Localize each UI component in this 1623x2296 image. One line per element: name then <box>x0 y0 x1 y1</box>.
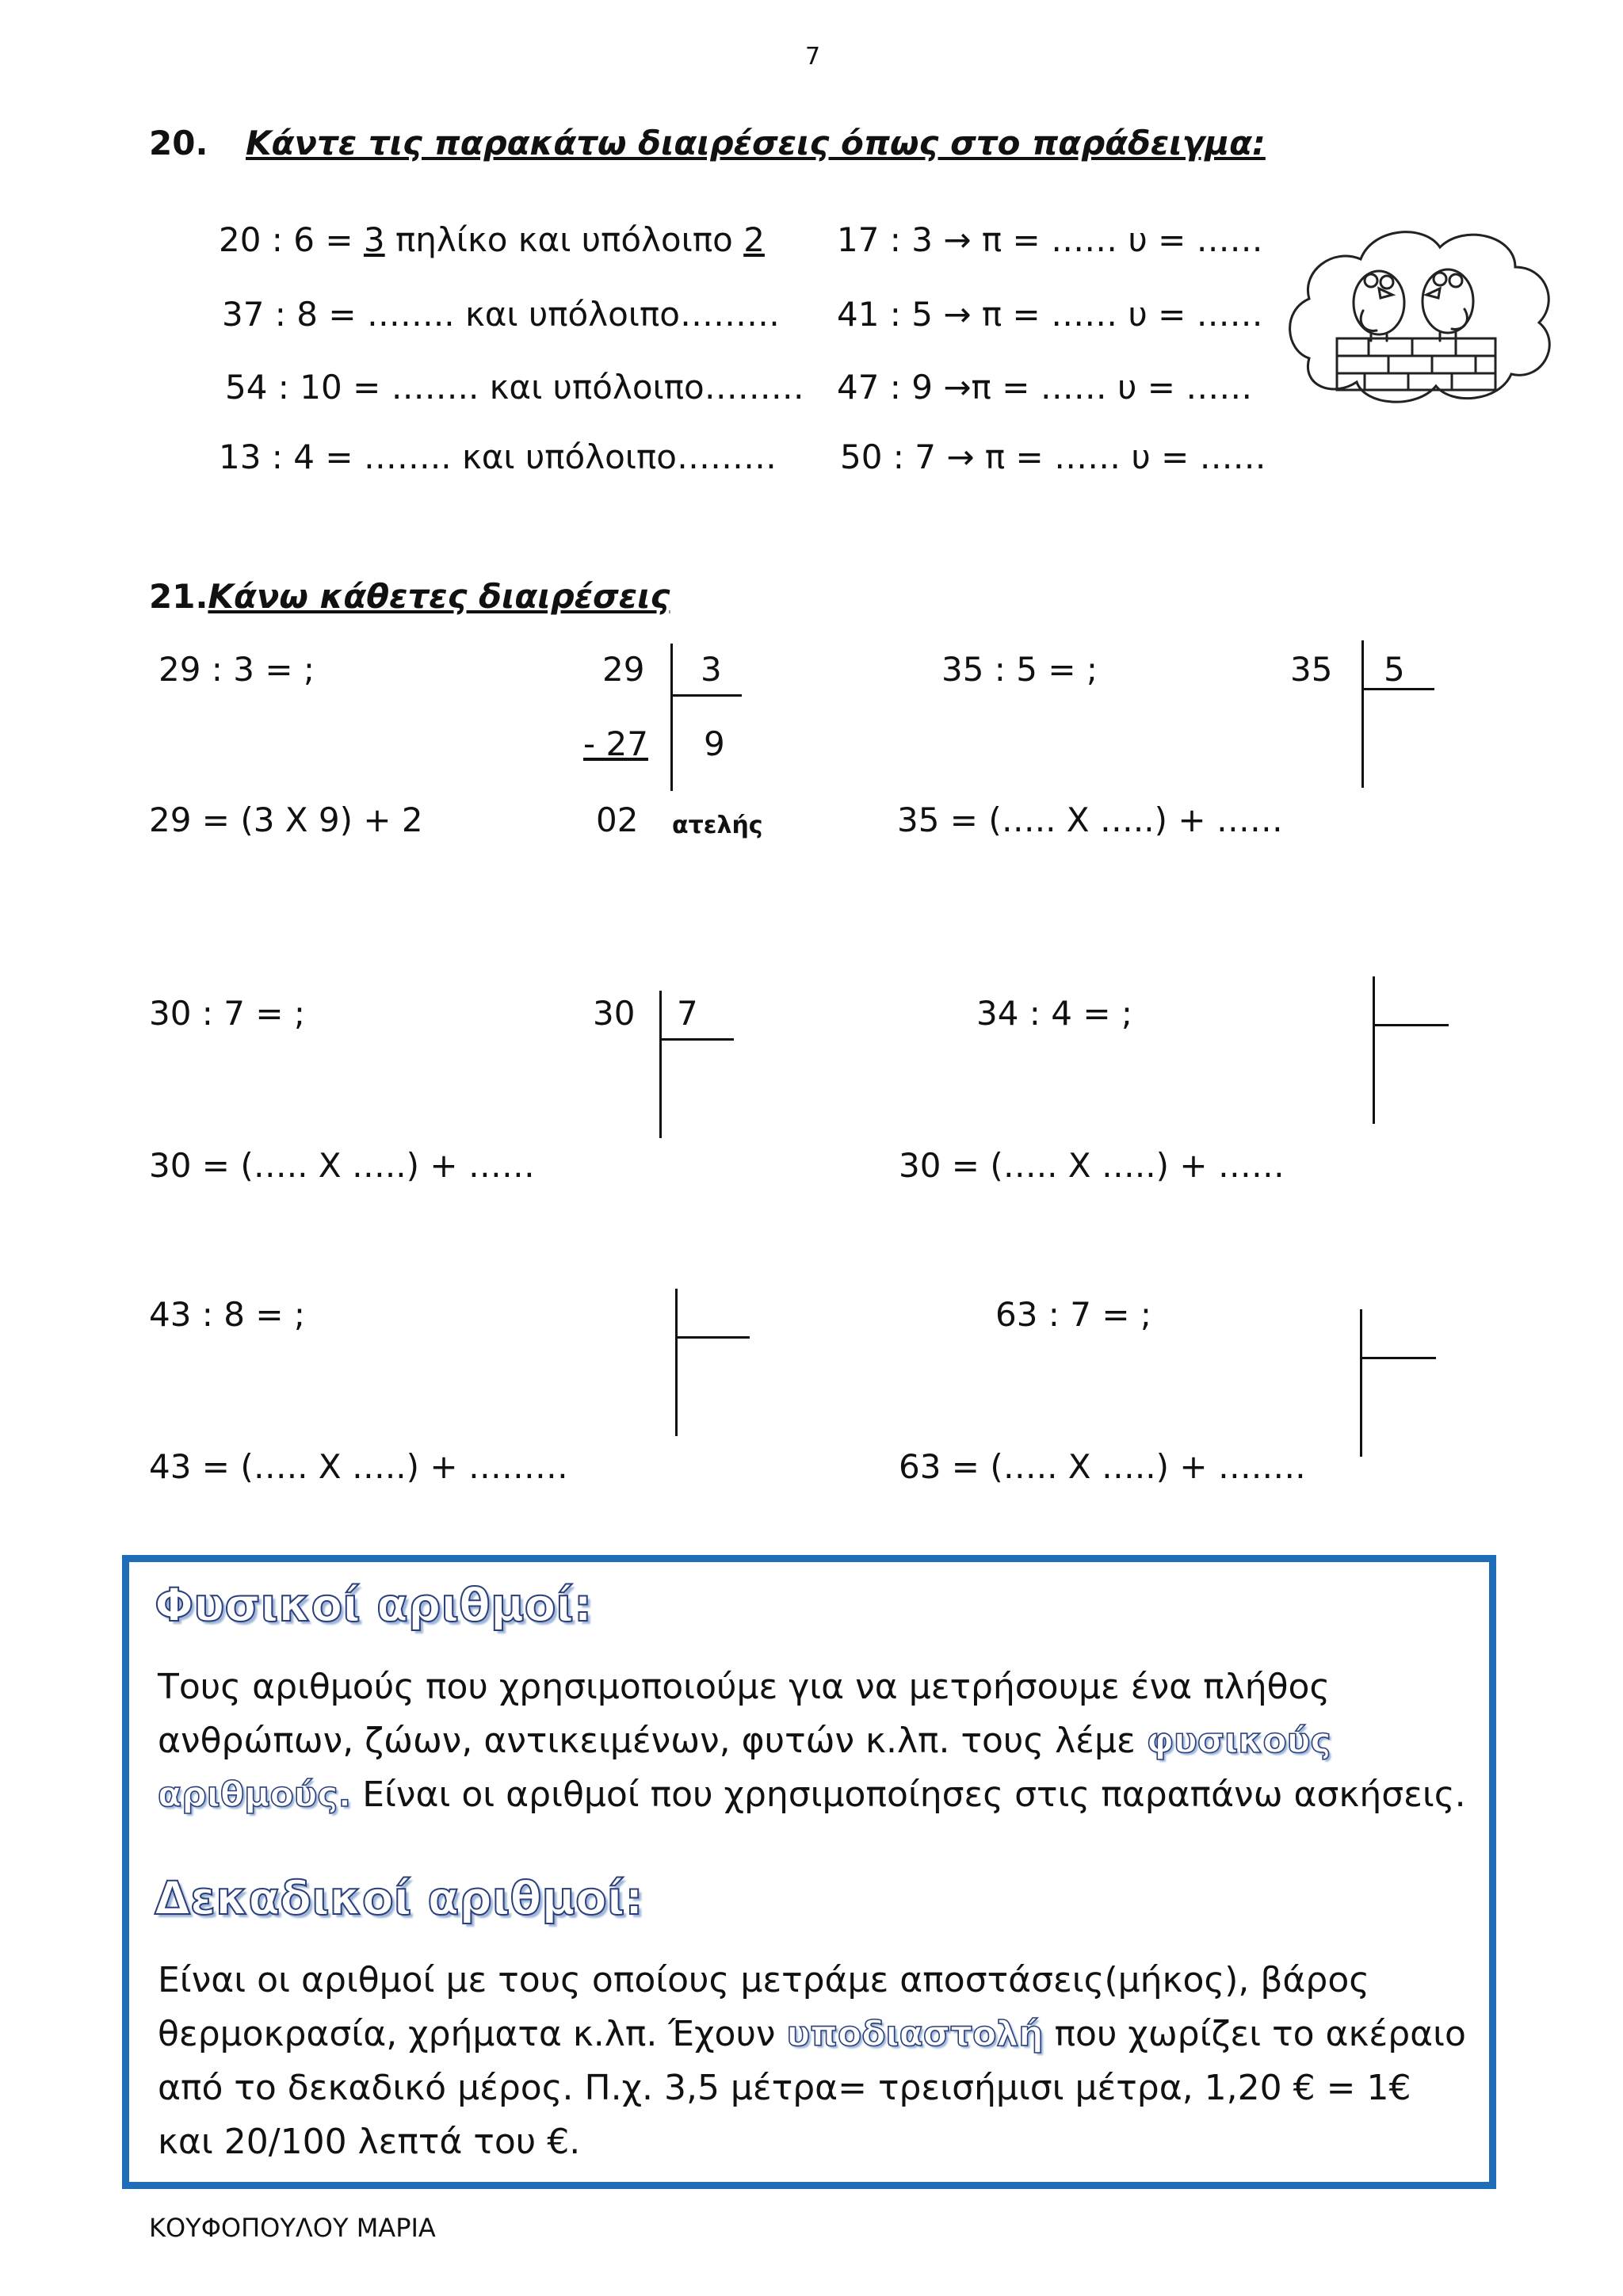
exercise-20-left-row: 13 : 4 = …….. και υπόλοιπο……… <box>219 437 777 476</box>
division-bracket-horizontal <box>1360 1357 1436 1359</box>
decimal-numbers-title: Δεκαδικοί αριθμοί: <box>155 1871 643 1925</box>
division-quotient: 9 <box>704 724 725 763</box>
exercise-20-number: 20. <box>149 124 208 162</box>
division-dividend: 35 <box>1290 650 1333 689</box>
division-check: 43 = (….. Χ …..) + ……… <box>149 1447 568 1486</box>
definition-text: που χωρίζει το ακέραιο από το δεκαδικό μέρος. Π.χ. 3,5 μέτρα= τρεισήμισι μέτρα, 1,20 € = 1€ και 20/100 λεπτά του €. <box>158 2014 1466 2162</box>
division-note: ατελής <box>672 812 763 839</box>
division-divisor: 3 <box>701 650 722 689</box>
division-divisor: 5 <box>1384 650 1405 689</box>
exercise-20-right-row: 47 : 9 →π = …… υ = …… <box>837 368 1253 407</box>
exercise-21-heading <box>149 577 670 616</box>
division-bracket-horizontal <box>670 694 742 697</box>
division-bracket-vertical <box>659 991 662 1138</box>
exercise-20-left-row: 54 : 10 = …….. και υπόλοιπο……… <box>225 368 804 407</box>
division-bracket-horizontal <box>675 1336 750 1339</box>
division-question: 34 : 4 = ; <box>976 994 1133 1033</box>
definition-text: Είναι οι αριθμοί που χρησιμοποίησες στις παραπάνω ασκήσεις. <box>351 1775 1466 1815</box>
division-bracket-vertical <box>1373 976 1375 1124</box>
page-number: 7 <box>805 43 821 71</box>
exercise-20-example <box>219 220 765 259</box>
division-divisor: 7 <box>677 994 698 1033</box>
division-question: 63 : 7 = ; <box>995 1295 1152 1334</box>
exercise-20-right-row: 41 : 5 → π = …… υ = …… <box>837 295 1263 334</box>
natural-numbers-definition <box>158 1660 1473 1822</box>
division-dividend: 29 <box>602 650 645 689</box>
division-check: 30 = (….. Χ …..) + …… <box>149 1146 535 1185</box>
division-bracket-vertical <box>670 644 673 791</box>
exercise-21-title: Κάνω κάθετες διαιρέσεις <box>208 577 670 616</box>
division-question: 35 : 5 = ; <box>941 650 1098 689</box>
decimal-numbers-definition <box>158 1954 1473 2169</box>
division-question: 30 : 7 = ; <box>149 994 306 1033</box>
division-check: 35 = (….. Χ …..) + …… <box>897 800 1283 839</box>
division-subtraction: - 27 <box>583 724 648 763</box>
division-bracket-vertical <box>1360 1309 1362 1457</box>
natural-numbers-title: Φυσικοί αριθμοί: <box>155 1578 593 1632</box>
example-remainder: 2 <box>743 220 765 259</box>
birds-on-wall-illustration <box>1277 216 1564 414</box>
example-quotient: 3 <box>363 220 385 259</box>
division-bracket-vertical <box>675 1289 678 1436</box>
definition-text: Τους αριθμούς που χρησιμοποιούμε για να μετρήσουμε ένα πλήθος ανθρώπων, ζώων, αντικειμένων, φυτών κ.λπ. τους λέμε <box>158 1667 1331 1761</box>
natural-numbers-term: φυσικούς αριθμούς. <box>158 1721 1331 1815</box>
example-label: πηλίκο και υπόλοιπο <box>395 220 733 259</box>
division-check: 63 = (….. Χ …..) + ….…. <box>899 1447 1306 1486</box>
division-bracket-horizontal <box>659 1038 734 1041</box>
exercise-20-right-row: 17 : 3 → π = …… υ = …… <box>837 220 1263 259</box>
decimal-point-term: υποδιαστολή <box>786 2014 1044 2054</box>
division-dividend: 30 <box>593 994 636 1033</box>
definition-text: Είναι οι αριθμοί με τους οποίους μετράμε αποστάσεις(μήκος), βάρος θερμοκρασία, χρήματα κ.λπ. Έχουν <box>158 1960 1370 2054</box>
division-bracket-horizontal <box>1373 1024 1449 1026</box>
division-remainder: 02 <box>596 800 639 839</box>
example-expression: 20 : 6 = <box>219 220 353 259</box>
division-check: 29 = (3 Χ 9) + 2 <box>149 800 423 839</box>
exercise-21-number: 21. <box>149 577 208 616</box>
division-bracket-vertical <box>1361 640 1364 788</box>
footer-author: ΚΟΥΦΟΠΟΥΛΟΥ ΜΑΡΙΑ <box>149 2213 436 2243</box>
division-check: 30 = (….. Χ …..) + …… <box>899 1146 1285 1185</box>
exercise-20-title: Κάντε τις παρακάτω διαιρέσεις όπως στο παράδειγμα: <box>246 124 1266 162</box>
division-question: 43 : 8 = ; <box>149 1295 306 1334</box>
definitions-box <box>122 1555 1496 2189</box>
exercise-20-left-row: 37 : 8 = …….. και υπόλοιπο……… <box>222 295 780 334</box>
exercise-20-right-row: 50 : 7 → π = …… υ = …… <box>840 437 1266 476</box>
division-question: 29 : 3 = ; <box>158 650 315 689</box>
